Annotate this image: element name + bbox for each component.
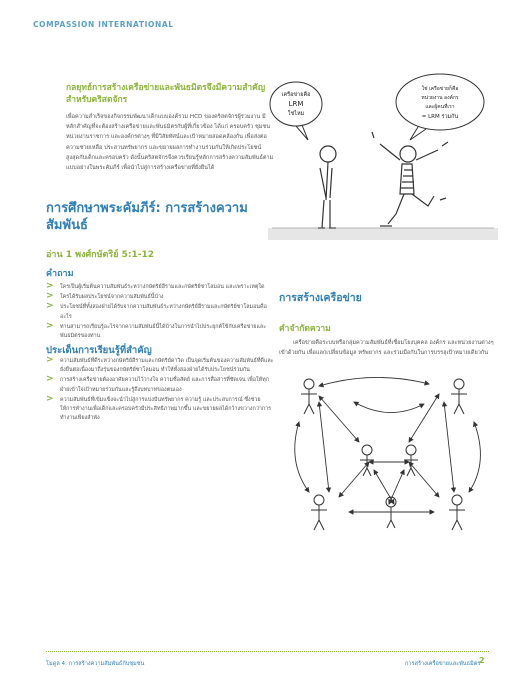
question-item: > ใครได้รับผลประโยชน์จากความสัมพันธ์นี้บ้าง xyxy=(46,291,164,302)
conversation-illustration xyxy=(268,70,498,246)
bubble-right-line: = LRM ร่วมกัน xyxy=(421,114,459,120)
arrow-bullet-icon: > xyxy=(46,320,54,331)
page-number: 2 xyxy=(479,656,485,665)
bubble-tail-right xyxy=(410,127,426,140)
definition-body: เครือข่ายคือระบบหรือกลุ่มความสัมพันธ์ที่เชื่อมโยงบุคคล องค์กร และหน่วยงานต่างๆ เข้าด้วยกัน เพื่อแลกเปลี่ยนข้อมูล ทรัพยากร และร่วมมือกันในการบรรลุเป้าหมายเดียวกัน xyxy=(279,340,494,356)
person-icon xyxy=(301,379,317,414)
lesson-item: > ความสัมพันธ์ที่ดีระหว่างกษัตริย์ฮีรามและกษัตริย์ดาวิด เป็นจุดเริ่มต้นของความสัมพันธ์ที่ดีและยั่งยืนต่อเนื่องมาถึงรุ่นของกษัตริย์ซาโลมอน ทำให้ทั้งสองฝ่ายได้รับประโยชน์ร่วมกัน xyxy=(46,355,274,374)
question-item: > ท่านสามารถเรียนรู้อะไรจากความสัมพันธ์นี้ได้บ้างในการนำไปประยุกต์ใช้กับเครือข่ายและพันธมิตรของท่าน xyxy=(46,320,267,340)
lessons-title: ประเด็นการเรียนรู้ที่สำคัญ xyxy=(46,345,152,356)
footer-divider xyxy=(46,651,489,652)
questions-title: คำถาม xyxy=(46,269,74,279)
footer-module-label: โมดูล 4: การสร้างความสัมพันธ์กับชุมชน xyxy=(46,661,145,667)
bubble-left-line: LRM xyxy=(288,100,304,108)
conversation-drawing xyxy=(268,70,498,246)
arrow-bullet-icon: > xyxy=(46,291,54,302)
person-icon xyxy=(311,495,327,530)
excited-person-icon xyxy=(372,132,448,226)
standing-person-icon xyxy=(318,146,336,228)
bubble-right-line: หน่วยงาน องค์กร xyxy=(421,95,459,101)
person-icon xyxy=(449,495,465,530)
arrow-bullet-icon: > xyxy=(46,393,54,404)
question-item: > ประโยชน์ที่ทั้งสองฝ่ายได้รับจากความสัมพันธ์ระหว่างกษัตริย์ฮีรามและกษัตริย์ซาโลมอนคืออะไร xyxy=(46,301,267,320)
study-title: การศึกษาพระคัมภีร์: การสร้างความสัมพันธ์ xyxy=(46,201,248,233)
network-people xyxy=(301,379,467,530)
brand-name: COMPASSION INTERNATIONAL xyxy=(33,20,174,29)
person-icon xyxy=(451,379,467,414)
intro-body: เพื่อความสำเร็จของกิจกรรมพัฒนาเด็กแบบองค์รวม HCD ของคริสตจักรผู้ร่วมงาน มีหลักสำคัญที่จะต้องสร้างเครือข่ายและพันธมิตรกับผู้ที่เกี่ยวข้อง ได้แก่ ครอบครัว ชุมชน หน่วยงานราชการ และองค์กรต่างๆ ที่มีวิสัยทัศน์และเป้าหมายสอดคล้องกัน เพื่อส่งต่อความช่วยเหลือ ประสานทรัพยากร และขยายผลการทำงานร่วมกันให้เกิดประโยชน์สูงสุดกับเด็กและครอบครัว ดังนั้นคริสตจักรจึงควรเรียนรู้หลักการสร้างความสัมพันธ์ตามแบบอย่างในพระคัมภีร์ เพื่อนำไปสู่การสร้างเครือข่ายที่ยั่งยืนได้ xyxy=(66,114,274,172)
bubble-right-line: ใช่ เครือข่ายก็คือ xyxy=(421,86,459,92)
arrow-bullet-icon: > xyxy=(46,281,54,291)
questions-list xyxy=(46,283,274,342)
arrow-bullet-icon: > xyxy=(46,355,54,365)
lesson-item: > ความสัมพันธ์ที่เข้มแข็งจะนำไปสู่การแบ่งปันทรัพยากร ความรู้ และประสบการณ์ ซึ่งช่วยให้การทำงานเพื่อเด็กและครอบครัวมีประสิทธิภาพมากขึ้น และขยายผลได้กว้างขวางกว่าการทำงานเพียงลำพัง xyxy=(46,393,272,422)
definition-title: คำจำกัดความ xyxy=(279,324,331,334)
question-item: > ใครเป็นผู้เริ่มต้นความสัมพันธ์ระหว่างกษัตริย์ฮีรามและกษัตริย์ซาโลมอน และเพราะเหตุใด xyxy=(46,281,265,291)
ground-shadow xyxy=(268,228,498,240)
person-icon xyxy=(360,445,374,476)
arrow-bullet-icon: > xyxy=(46,301,54,312)
lessons-list xyxy=(46,357,274,424)
arrow-bullet-icon: > xyxy=(46,374,54,385)
person-icon xyxy=(404,445,418,476)
speech-bubble-right xyxy=(396,74,484,130)
bubble-tail-left xyxy=(296,125,308,140)
footer-section-label: การสร้างเครือข่ายและพันธมิตร xyxy=(405,661,481,667)
network-drawing xyxy=(279,362,494,542)
intro-title: กลยุทธ์การสร้างเครือข่ายและพันธมิตรจึงมีความสำคัญสำหรับคริสตจักร xyxy=(66,83,266,105)
lesson-item: > การสร้างเครือข่ายต้องอาศัยความไว้วางใจ ความซื่อสัตย์ และการสื่อสารที่ชัดเจน เพื่อให้ทุกฝ่ายเข้าใจเป้าหมายร่วมกันและรู้ถึงบทบาทของตนเอง xyxy=(46,374,269,393)
bubble-left-line: ใช่ไหม xyxy=(287,111,305,117)
person-icon xyxy=(384,497,398,528)
connection-arrows xyxy=(295,377,481,512)
bubble-right-line: และผู้คนที่เรา xyxy=(425,104,455,110)
network-illustration xyxy=(279,362,494,542)
network-title: การสร้างเครือข่าย xyxy=(279,292,362,304)
scripture-reading: อ่าน 1 พงศ์กษัตริย์ 5:1-12 xyxy=(46,250,155,260)
bubble-left-line: เครือข่ายคือ xyxy=(281,92,311,98)
